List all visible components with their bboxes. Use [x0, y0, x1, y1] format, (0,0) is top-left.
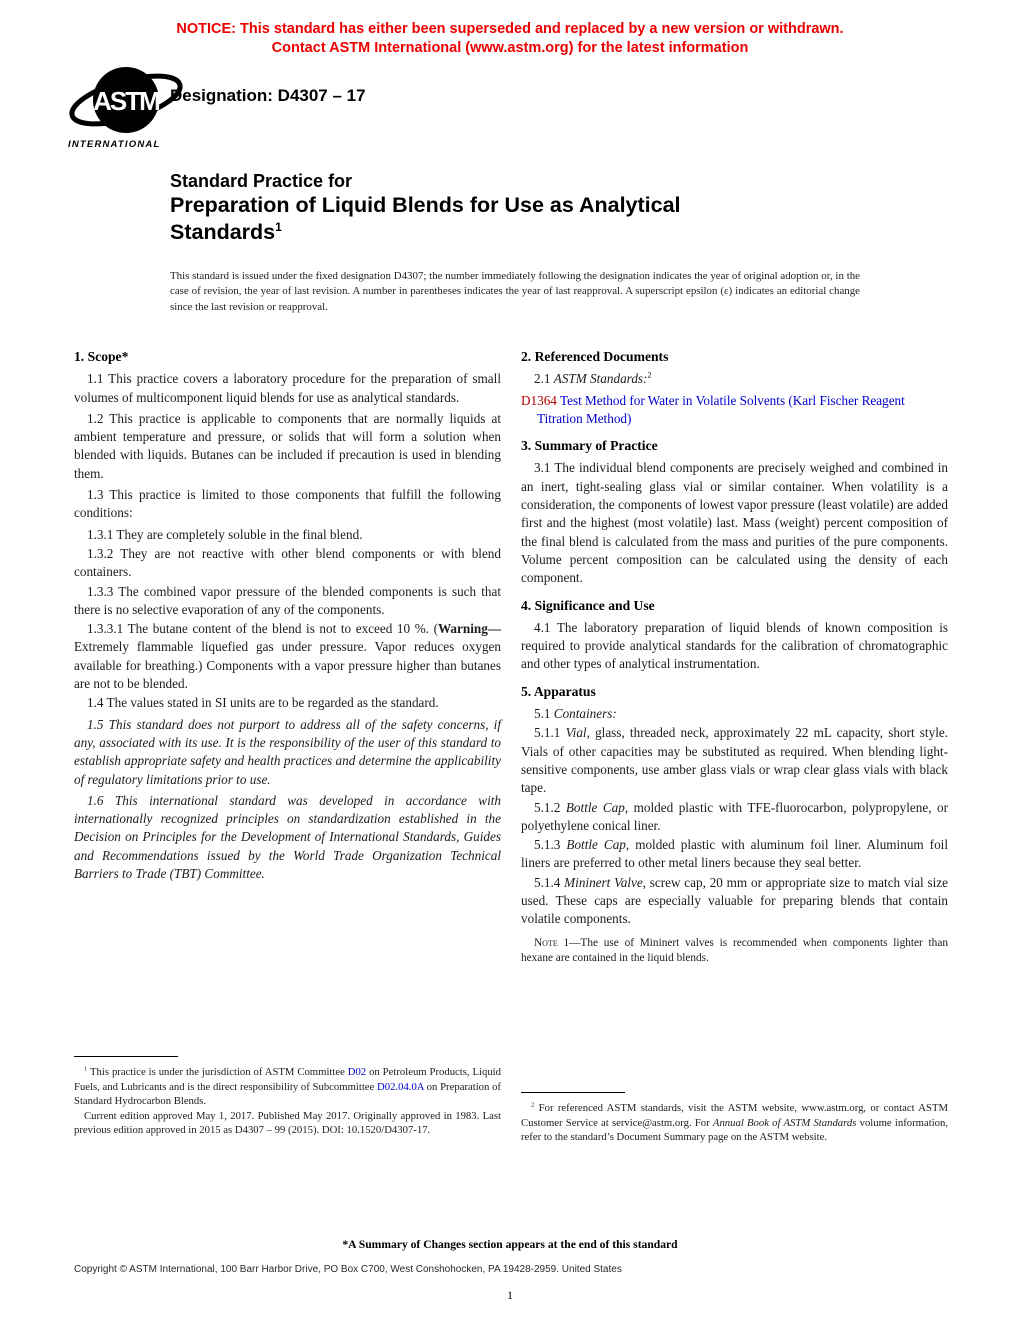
para-5-1-1-term: Vial,: [565, 725, 590, 741]
standard-link-d1364[interactable]: D1364: [521, 392, 560, 408]
footnote-1-marker: 1: [84, 1065, 88, 1073]
section-2-heading: 2. Referenced Documents: [521, 349, 669, 364]
para-1-3-3-1-lead: 1.3.3.1 The butane content of the blend is not to exceed 10 %. (: [87, 621, 438, 637]
para-5-1-2-text: molded plastic with TFE-fluorocarbon, polypropylene, or polyethylene conical liner.: [521, 799, 949, 833]
para-5-1: [521, 705, 948, 723]
footnote-divider-left: [74, 1056, 178, 1057]
title-kicker: Standard Practice for: [170, 171, 353, 191]
para-5-1-3: [521, 836, 948, 873]
designation-label: Designation: D4307 – 17: [170, 86, 366, 105]
para-1-1: 1.1 This practice covers a laboratory procedure for the preparation of small volumes of multicomponent liquid blends for use as analytical standards.: [74, 371, 501, 405]
para-1-3-2: 1.3.2 They are not reactive with other blend components or with blend containers.: [74, 545, 501, 580]
para-3-1: 3.1 The individual blend components are precisely weighed and combined in an inert, tight-sealing glass vial or similar container. When volatility is a consideration, the components of lowest vapor pressure (least volatile) are added first and the highest (most volatile) last. Mass (weight) percent composition of the final blend is calculated from the mass and purities of the pure components. Volume percent composition can be calculated using the density of each component.: [521, 460, 948, 586]
subcommittee-link-d02-04-0a[interactable]: D02.04.0A: [377, 1080, 424, 1093]
para-5-1-2-number: 5.1.2: [534, 799, 566, 815]
note-1-text: 1—The use of Mininert valves is recommended when components lighter than hexane are contained in the liquid blends.: [521, 936, 948, 964]
footnote-1-block: [74, 1056, 501, 1138]
para-5-1-4-text: screw cap, 20 mm or appropriate size to match vial size used. These caps are especially valuable for preparing blends that contain volatile components.: [521, 874, 948, 927]
standard-title-d1364[interactable]: Test Method for Water in Volatile Solvents (Karl Fischer Reagent Titration Method): [537, 392, 905, 426]
para-1-3: 1.3 This practice is limited to those components that fulfill the following conditions:: [74, 487, 501, 521]
para-1-3-3-1-rest: Extremely flammable liquefied gas under pressure. Vapor reduces oxygen available for breathing.) Components with a vapor pressure higher than butanes are not to be blended.: [74, 639, 501, 692]
para-2-1-label: ASTM Standards:: [553, 371, 648, 387]
footnote-1-text-a: This practice is under the jurisdiction of ASTM Committee: [87, 1066, 348, 1078]
para-5-1-4: [521, 874, 948, 929]
document-title: [170, 170, 870, 246]
title-last-word: Standards: [170, 220, 276, 244]
note-1-label: Note: [534, 936, 558, 949]
astm-logo: [68, 64, 188, 150]
para-5-1-4-number: 5.1.4: [534, 874, 565, 890]
para-1-6: 1.6 This international standard was developed in accordance with internationally recognized principles on standardization established in the Decision on Principles for the Development of International Standards, Guides and Recommendations issued by the World Trade Organization Technical Barriers to Trade (TBT) Committee.: [74, 792, 501, 882]
para-5-1-1-text: glass, threaded neck, approximately 22 mL capacity, short style. Vials of other capacities may be substituted as required. When blending light-sensitive components, use amber glass vials or wrap clear glass vials with black tape.: [521, 725, 949, 796]
referenced-standard-entry: [521, 392, 948, 429]
footnote-1-text-c: on Preparation of Standard Hydrocarbon Blends.: [74, 1080, 501, 1108]
para-4-1: 4.1 The laboratory preparation of liquid blends of known composition is required to provide analytical standards for the calibration of chromatographic and other types of analytical instrumentation.: [521, 619, 948, 672]
para-5-1-2-term: Bottle Cap,: [565, 799, 629, 815]
title-main-line: Preparation of Liquid Blends for Use as Analytical: [170, 193, 681, 217]
para-1-4: 1.4 The values stated in SI units are to be regarded as the standard.: [87, 695, 439, 711]
para-5-1-2: [521, 799, 948, 836]
notice-line-2: Contact ASTM International (www.astm.org) for the latest information: [271, 39, 749, 56]
left-column: [74, 348, 501, 886]
para-1-2: 1.2 This practice is applicable to components that are normally liquids at ambient temperature and pressure, or solids that will form a solution when blended with liquids. Butanes can be included if precaution is used in blending them.: [74, 410, 501, 481]
section-4-heading: 4. Significance and Use: [521, 597, 655, 613]
section-1-heading: 1. Scope*: [74, 349, 129, 364]
copyright-line: Copyright © ASTM International, 100 Barr Harbor Drive, PO Box C700, West Conshohocken, PA 19428-2959. United States: [74, 1264, 622, 1275]
para-1-5: 1.5 This standard does not purport to address all of the safety concerns, if any, associated with its use. It is the responsibility of the user of this standard to establish appropriate safety and health practices and determine the applicability of regulatory limitations prior to use.: [74, 716, 501, 787]
section-5-heading: 5. Apparatus: [521, 683, 596, 699]
title-footnote-marker: 1: [275, 219, 282, 234]
note-1: [521, 936, 948, 966]
right-column: [521, 348, 948, 969]
page-number: 1: [507, 1288, 513, 1302]
para-5-1-3-text: molded plastic with aluminum foil liner. Aluminum foil liners are preferred to other metal liners because they seal better.: [521, 837, 948, 871]
para-1-3-3-1: [74, 620, 501, 693]
footnote-1-edition: Current edition approved May 1, 2017. Published May 2017. Originally approved in 1983. Last previous edition approved in 2015 as D4307 – 99 (2015). DOI: 10.1520/D4307-17.: [74, 1109, 501, 1137]
para-2-1: [521, 370, 948, 388]
committee-link-d02[interactable]: D02: [347, 1066, 367, 1078]
para-5-1-number: 5.1: [534, 706, 554, 722]
para-5-1-4-term: Mininert Valve,: [564, 874, 646, 890]
footnote-divider-right: [521, 1092, 625, 1093]
footnote-2-book-title: Annual Book of ASTM Standards: [712, 1116, 857, 1129]
section-3-heading: 3. Summary of Practice: [521, 438, 658, 454]
para-5-1-label: Containers:: [553, 706, 617, 722]
para-1-3-3: 1.3.3 The combined vapor pressure of the blended components is such that there is no selective evaporation of any of the components.: [74, 583, 501, 617]
para-5-1-1-number: 5.1.1: [534, 725, 566, 741]
footnote-1: [74, 1065, 501, 1109]
footnote-1-text-b: on Petroleum Products, Liquid Fuels, and Lubricants and is the direct responsibility of Subcommittee: [74, 1066, 501, 1093]
para-1-3-1: 1.3.1 They are completely soluble in the final blend.: [87, 526, 363, 542]
svg-text:ASTM: ASTM: [93, 86, 159, 116]
notice-line-1: NOTICE: This standard has either been superseded and replaced by a new version or withdrawn.: [176, 21, 844, 37]
issuance-note: This standard is issued under the fixed designation D4307; the number immediately following the designation indicates the year of original adoption or, in the case of revision, the year of last revision. A number in parentheses indicates the year of last reapproval. A superscript epsilon (ε) indicates an editorial change since the last revision or reapproval.: [170, 270, 860, 313]
footnote-2-block: [521, 1092, 948, 1145]
para-2-1-footnote-marker: 2: [647, 370, 652, 380]
para-5-1-3-term: Bottle Cap,: [566, 837, 630, 853]
title-last-line: [170, 219, 870, 246]
para-5-1-1: [521, 724, 948, 797]
footnote-2-marker: 2: [531, 1101, 535, 1109]
footnote-2-text-a: For referenced ASTM standards, visit the ASTM website, www.astm.org, or contact ASTM Customer Service at service@astm.org. For: [521, 1102, 948, 1129]
superseded-notice: [0, 20, 1020, 57]
warning-label: Warning—: [437, 621, 501, 637]
astm-logo-subtitle: INTERNATIONAL: [68, 139, 161, 150]
footnote-2-text-b: volume information, refer to the standard’s Document Summary page on the ASTM website.: [521, 1116, 949, 1144]
summary-of-changes-note: *A Summary of Changes section appears at the end of this standard: [342, 1238, 678, 1251]
para-2-1-number: 2.1: [534, 371, 554, 387]
para-5-1-3-number: 5.1.3: [534, 837, 567, 853]
footnote-2: [521, 1101, 948, 1145]
astm-globe-icon: [68, 64, 184, 138]
